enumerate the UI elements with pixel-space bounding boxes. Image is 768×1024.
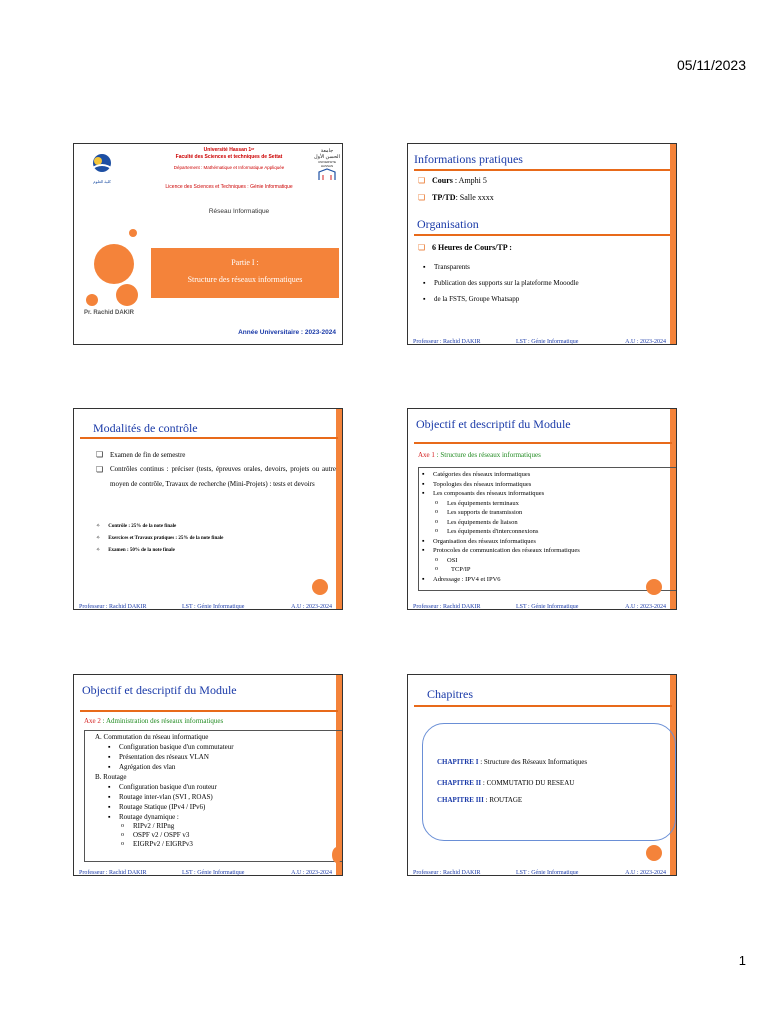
- academic-year: Année Universitaire : 2023-2024: [238, 329, 336, 336]
- axe-item: ▪ Organisation des réseaux informatiques: [419, 537, 677, 547]
- chapter-item: CHAPITRE III : ROUTAGE: [437, 796, 523, 804]
- author-name: Pr. Rachid DAKIR: [84, 310, 135, 316]
- modalite-item: ❏ Examen de fin de semestre: [96, 448, 336, 462]
- accent-bar: [670, 144, 676, 344]
- slide-title-objectif: Objectif et descriptif du Module: [416, 417, 571, 431]
- note-item: ✧ Examen : 50% de la note finale: [96, 548, 175, 553]
- slide-objectif-axe1: Objectif et descriptif du Module Axe 1 : Structure des réseaux informatiques ▪ Catégories des réseaux informatiques ▪ Topologies des réseaux informatiques ▪ Les composants des réseaux informatiques o Les équipements terminaux o Les supports de transmission o Les équipements de liaison o Les équipements d'interconnexions ▪ Organisation des réseaux informatiques ▪ Protocoles de communication des réseaux informatiques o OSI o TCP/IP ▪ Adressage : IPV4 et IPV6 Professeur : Rachid DAKIR LST : Génie Informatique A.U : 2023-2024: [407, 408, 677, 610]
- print-date: 05/11/2023: [676, 57, 746, 73]
- licence-name: Licence des Sciences et Techniques : Génie Informatique: [165, 184, 293, 190]
- axe-item: ▪ Protocoles de communication des réseaux informatiques: [419, 546, 677, 556]
- slide-title-info: Informations pratiques: [414, 152, 523, 166]
- decor-circle: [646, 845, 662, 861]
- title-underline: [414, 234, 670, 236]
- decor-circle: [332, 847, 342, 863]
- title-underline: [414, 705, 672, 707]
- axe-subitem: o Les équipements de liaison: [419, 518, 677, 528]
- slide-chapitres: Chapitres CHAPITRE I : Structure des Réseaux Informatiques CHAPITRE II : COMMUTATIO DU RESEAU CHAPITRE III : ROUTAGE Professeur : Rachid DAKIR LST : Génie Informatique A.U : 2023-2024: [407, 674, 677, 876]
- page-number: 1: [738, 953, 746, 968]
- slide-title: [73, 143, 343, 345]
- axe-item: ▪ Catégories des réseaux informatiques: [419, 470, 677, 480]
- part-title: Structure des réseaux informatiques: [187, 275, 303, 284]
- section-a: A. Commutation du réseau informatique: [95, 733, 209, 741]
- axe-item: ▪ Adressage : IPV4 et IPV6: [419, 575, 677, 585]
- axe-item: ▪ Les composants des réseaux informatiques: [419, 489, 677, 499]
- org-item-cont: ▪ de la FSTS, Groupe Whatsapp: [420, 291, 579, 307]
- axe-heading: Axe 2 : Administration des réseaux informatiques: [84, 717, 224, 725]
- course-name: Réseau Informatique: [208, 208, 270, 215]
- decor-circle: [312, 579, 328, 595]
- department-name: Département : Mathématique et Informatique Appliquée: [173, 165, 285, 170]
- note-item: ✧ Exercices et Travaux pratiques : 25% de la note finale: [96, 536, 224, 541]
- axe-item: ▪ Configuration basique d'un routeur: [105, 782, 343, 792]
- uh1-logo: جامعة الحسن الأول UNIVERSITE HASSAN: [314, 148, 340, 180]
- axe-subitem: o Les équipements terminaux: [419, 499, 677, 509]
- slide-title-modalites: Modalités de contrôle: [93, 421, 198, 435]
- axe-content-box: [84, 730, 343, 862]
- axe-item: ▪ Présentation des réseaux VLAN: [105, 752, 343, 762]
- slide-modalites: Modalités de contrôle ❏ Examen de fin de semestre ❏ Contrôles continus : préciser (tests, épreuves orales, devoirs, projets ou autre moyen de contrôle, Travaux de recherche (Mini-Projets) : tests et devoirs ✧ Contrôle : 25% de la note finale ✧ Exercices et Travaux pratiques : 25% de la note finale ✧ Examen : 50% de la note finale Professeur : Rachid DAKIR LST : Génie Informatique A.U : 2023-2024: [73, 408, 343, 610]
- axe-subitem: o Les supports de transmission: [419, 508, 677, 518]
- title-underline: [414, 169, 670, 171]
- axe-item: ▪ Configuration basique d'un commutateur: [105, 742, 343, 752]
- title-underline: [80, 710, 338, 712]
- decor-circle-tiny: [129, 229, 137, 237]
- slide-title-objectif: Objectif et descriptif du Module: [82, 683, 237, 697]
- org-item: ▪ Transparents: [420, 259, 579, 275]
- axe-subitem: o RIPv2 / RIPng: [105, 822, 343, 831]
- chapters-box: [422, 723, 676, 841]
- hours-info: ❏ 6 Heures de Cours/TP :: [418, 241, 512, 255]
- cours-info: ❏ Cours : Amphi 5: [418, 174, 494, 188]
- part-label: Partie I :: [231, 258, 259, 267]
- decor-circle-medium: [116, 284, 138, 306]
- decor-circle: [646, 579, 662, 595]
- faculty-name: Faculté des Sciences et techniques de Settat: [175, 154, 283, 160]
- slide-title-organisation: Organisation: [417, 217, 479, 231]
- axe-item: ▪ Topologies des réseaux informatiques: [419, 480, 677, 490]
- note-item: ✧ Contrôle : 25% de la note finale: [96, 524, 177, 529]
- chapter-item: CHAPITRE I : Structure des Réseaux Informatiques: [437, 758, 588, 766]
- axe-subitem: o TCP/IP: [419, 565, 677, 575]
- tp-info: ❏ TP/TD: Salle xxxx: [418, 191, 494, 205]
- slide-objectif-axe2: Objectif et descriptif du Module Axe 2 : Administration des réseaux informatiques A. Commutation du réseau informatique ▪ Configuration basique d'un commutateur ▪ Présentation des réseaux VLAN ▪ Agrégation des vlan B. Routage ▪ Configuration basique d'un routeur ▪ Routage inter-vlan (SVI , ROAS) ▪ Routage Statique (IPv4 / IPv6) ▪ Routage dynamique : o RIPv2 / RIPng o OSPF v2 / OSPF v3 o EIGRPv2 / EIGRPv3 Professeur : Rachid DAKIR LST : Génie Informatique A.U : 2023-2024: [73, 674, 343, 876]
- org-item: ▪ Publication des supports sur la plateforme Mooodle: [420, 275, 579, 291]
- decor-circle-small: [86, 294, 98, 306]
- axe-subitem: o OSPF v2 / OSPF v3: [105, 831, 343, 840]
- axe-subitem: o OSI: [419, 556, 677, 566]
- title-underline: [80, 437, 338, 439]
- axe-item: ▪ Agrégation des vlan: [105, 762, 343, 772]
- fsts-logo: كلية العلوم: [86, 152, 118, 180]
- section-b: B. Routage: [95, 773, 127, 781]
- axe-heading: Axe 1 : Structure des réseaux informatiques: [418, 451, 541, 459]
- part-box: [151, 248, 339, 298]
- accent-bar: [336, 409, 342, 609]
- axe-item: ▪ Routage dynamique :: [105, 812, 343, 822]
- chapter-item: CHAPITRE II : COMMUTATIO DU RESEAU: [437, 779, 575, 787]
- axe-content-box: [418, 467, 677, 591]
- slide-informations: Informations pratiques ❏ Cours : Amphi 5 ❏ TP/TD: Salle xxxx Organisation ❏ 6 Heures de Cours/TP : ▪ Transparents ▪ Publication des supports sur la plateforme Mooodle ▪ de la FSTS, Groupe Whatsapp Professeur : Rachid DAKIR LST : Génie Informatique A.U : 2023-2024: [407, 143, 677, 345]
- slide-title-chapitres: Chapitres: [427, 687, 473, 701]
- axe-subitem: o EIGRPv2 / EIGRPv3: [105, 840, 343, 849]
- modalite-item: ❏ Contrôles continus : préciser (tests, épreuves orales, devoirs, projets ou autre moyen de contrôle, Travaux de recherche (Mini-Projets) : tests et devoirs: [96, 462, 336, 492]
- university-name: Université Hassan 1ᵉʳ: [203, 147, 255, 153]
- decor-circle-large: [94, 244, 134, 284]
- axe-item: ▪ Routage Statique (IPv4 / IPv6): [105, 802, 343, 812]
- title-underline: [414, 442, 672, 444]
- axe-subitem: o Les équipements d'interconnexions: [419, 527, 677, 537]
- axe-item: ▪ Routage inter-vlan (SVI , ROAS): [105, 792, 343, 802]
